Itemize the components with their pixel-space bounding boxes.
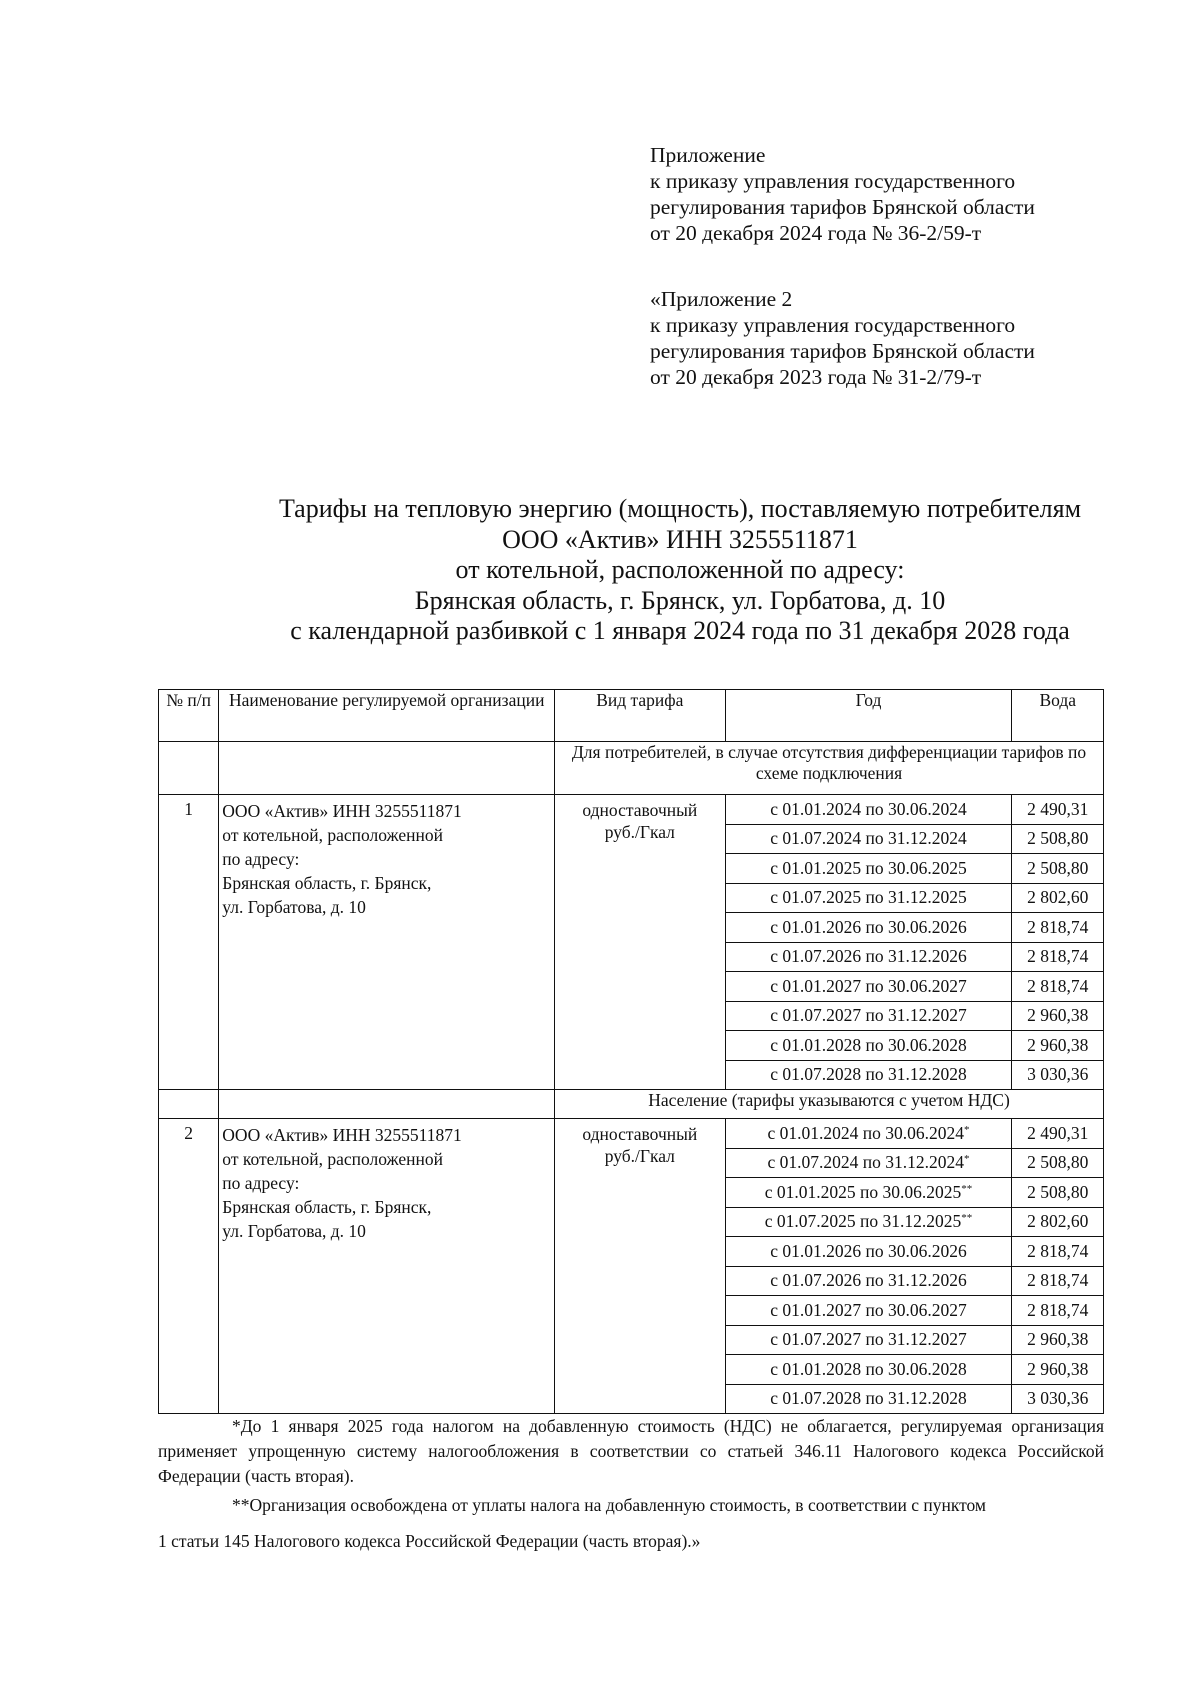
water-tariff-value: 2 508,80 bbox=[1012, 854, 1104, 884]
footnote-2-line1: **Организация освобождена от уплаты налога на добавленную стоимость, в соответствии с пунктом bbox=[232, 1495, 987, 1515]
organization-cell bbox=[219, 795, 555, 1090]
period-text: с 01.07.2027 по 31.12.2027 bbox=[770, 1005, 967, 1026]
period-text: с 01.01.2028 по 30.06.2028 bbox=[770, 1034, 967, 1055]
org-line: по адресу: bbox=[222, 849, 300, 869]
period-text: с 01.01.2027 по 30.06.2027 bbox=[770, 975, 967, 996]
footnote-mark: * bbox=[964, 1123, 970, 1136]
period-text: с 01.01.2026 по 30.06.2026 bbox=[770, 1240, 967, 1261]
water-tariff-value: 2 960,38 bbox=[1012, 1001, 1104, 1031]
row-number: 2 bbox=[159, 1119, 219, 1414]
period-text: с 01.07.2027 по 31.12.2027 bbox=[770, 1329, 967, 1350]
row-number: 1 bbox=[159, 795, 219, 1090]
appendix-line: регулирования тарифов Брянской области bbox=[650, 339, 1035, 363]
water-tariff-value: 2 508,80 bbox=[1012, 1178, 1104, 1208]
water-tariff-value: 2 960,38 bbox=[1012, 1355, 1104, 1385]
org-line: ул. Горбатова, д. 10 bbox=[222, 1221, 366, 1241]
appendix-line: от 20 декабря 2023 года № 31-2/79-т bbox=[650, 365, 982, 389]
section-subtitle-row bbox=[159, 742, 1104, 795]
table-row bbox=[159, 795, 1104, 825]
period-text: с 01.07.2026 по 31.12.2026 bbox=[770, 946, 967, 967]
org-line: ул. Горбатова, д. 10 bbox=[222, 897, 366, 917]
header-num: № п/п bbox=[159, 690, 219, 742]
period-cell bbox=[725, 795, 1012, 825]
period-text: с 01.07.2025 по 31.12.2025 bbox=[770, 887, 967, 908]
tariff-line: одноставочный bbox=[582, 1124, 698, 1144]
period-text: с 01.01.2024 по 30.06.2024 bbox=[770, 798, 967, 819]
header-tariff-type: Вид тарифа bbox=[555, 690, 725, 742]
period-text: с 01.07.2025 по 31.12.2025 bbox=[764, 1211, 962, 1232]
section-subtitle: Для потребителей, в случае отсутствия дифференциации тарифов по схеме подключения bbox=[555, 742, 1104, 795]
period-text: с 01.01.2028 по 30.06.2028 bbox=[770, 1358, 967, 1379]
title-line: от котельной, расположенной по адресу: bbox=[455, 555, 905, 584]
title-line: Тарифы на тепловую энергию (мощность), поставляемую потребителям bbox=[278, 494, 1082, 523]
period-text: с 01.07.2028 по 31.12.2028 bbox=[770, 1388, 967, 1409]
period-cell bbox=[725, 1119, 1012, 1149]
appendix-reference bbox=[650, 142, 1035, 246]
tariff-type-cell bbox=[555, 795, 725, 1090]
period-cell bbox=[725, 1325, 1012, 1355]
appendix-line: Приложение bbox=[650, 143, 766, 167]
period-cell bbox=[725, 972, 1012, 1002]
period-text: с 01.07.2024 по 31.12.2024 bbox=[767, 1152, 965, 1173]
tariff-table bbox=[158, 689, 1104, 1414]
appendix-line: к приказу управления государственного bbox=[650, 169, 1016, 193]
period-cell bbox=[725, 883, 1012, 913]
water-tariff-value: 2 508,80 bbox=[1012, 1148, 1104, 1178]
tariff-line: руб./Гкал bbox=[604, 822, 675, 842]
footnote-1: *До 1 января 2025 года налогом на добавленную стоимость (НДС) не облагается, регулируемая организация применяет упрощенную систему налогообложения в соответствии со статьей 346.11 Налогового кодекса Российской Федерации (часть вторая). bbox=[158, 1416, 1104, 1486]
tariff-line: руб./Гкал bbox=[604, 1146, 675, 1166]
tariff-line: одноставочный bbox=[582, 800, 698, 820]
water-tariff-value: 2 818,74 bbox=[1012, 972, 1104, 1002]
period-cell bbox=[725, 854, 1012, 884]
header-year: Год bbox=[725, 690, 1012, 742]
footnote-mark: ** bbox=[961, 1212, 973, 1225]
appendix-line: регулирования тарифов Брянской области bbox=[650, 195, 1035, 219]
org-line: от котельной, расположенной bbox=[222, 825, 444, 845]
period-text: с 01.07.2024 по 31.12.2024 bbox=[770, 828, 967, 849]
org-line: Брянская область, г. Брянск, bbox=[222, 873, 432, 893]
water-tariff-value: 3 030,36 bbox=[1012, 1384, 1104, 1414]
title-line: с календарной разбивкой с 1 января 2024 года по 31 декабря 2028 года bbox=[290, 616, 1070, 645]
period-cell bbox=[725, 1001, 1012, 1031]
footnote-2-line2: 1 статьи 145 Налогового кодекса Российской Федерации (часть вторая).» bbox=[158, 1531, 701, 1551]
period-cell bbox=[725, 1060, 1012, 1090]
water-tariff-value: 2 490,31 bbox=[1012, 795, 1104, 825]
period-text: с 01.07.2026 по 31.12.2026 bbox=[770, 1270, 967, 1291]
appendix-line: «Приложение 2 bbox=[650, 287, 793, 311]
header-org: Наименование регулируемой организации bbox=[219, 690, 555, 742]
table-row bbox=[159, 1119, 1104, 1149]
section-subtitle-row bbox=[159, 1090, 1104, 1119]
water-tariff-value: 2 490,31 bbox=[1012, 1119, 1104, 1149]
organization-cell bbox=[219, 1119, 555, 1414]
empty-cell bbox=[219, 1090, 555, 1119]
period-text: с 01.01.2024 по 30.06.2024 bbox=[767, 1122, 965, 1143]
section-subtitle: Население (тарифы указываются с учетом НДС) bbox=[555, 1090, 1104, 1119]
table-header-row bbox=[159, 690, 1104, 742]
water-tariff-value: 2 960,38 bbox=[1012, 1325, 1104, 1355]
empty-cell bbox=[159, 1090, 219, 1119]
water-tariff-value: 2 802,60 bbox=[1012, 883, 1104, 913]
title-line: ООО «Актив» ИНН 3255511871 bbox=[502, 524, 858, 554]
water-tariff-value: 2 818,74 bbox=[1012, 1237, 1104, 1267]
org-line: по адресу: bbox=[222, 1173, 300, 1193]
period-text: с 01.07.2028 по 31.12.2028 bbox=[770, 1064, 967, 1085]
period-cell bbox=[725, 1296, 1012, 1326]
document-title bbox=[180, 494, 1180, 647]
org-line: ООО «Актив» ИНН 3255511871 bbox=[222, 801, 462, 821]
period-cell bbox=[725, 1384, 1012, 1414]
header-water: Вода bbox=[1012, 690, 1104, 742]
period-text: с 01.01.2026 по 30.06.2026 bbox=[770, 916, 967, 937]
water-tariff-value: 2 508,80 bbox=[1012, 824, 1104, 854]
empty-cell bbox=[159, 742, 219, 795]
period-cell bbox=[725, 1031, 1012, 1061]
period-cell bbox=[725, 913, 1012, 943]
footnote-mark: * bbox=[964, 1153, 970, 1166]
period-text: с 01.01.2025 по 30.06.2025 bbox=[764, 1181, 962, 1202]
period-cell bbox=[725, 942, 1012, 972]
org-line: от котельной, расположенной bbox=[222, 1149, 444, 1169]
period-cell bbox=[725, 1355, 1012, 1385]
period-cell bbox=[725, 824, 1012, 854]
empty-cell bbox=[219, 742, 555, 795]
period-cell bbox=[725, 1266, 1012, 1296]
water-tariff-value: 2 818,74 bbox=[1012, 942, 1104, 972]
period-cell bbox=[725, 1237, 1012, 1267]
water-tariff-value: 3 030,36 bbox=[1012, 1060, 1104, 1090]
appendix-line: от 20 декабря 2024 года № 36-2/59-т bbox=[650, 221, 982, 245]
water-tariff-value: 2 802,60 bbox=[1012, 1207, 1104, 1237]
footnotes bbox=[158, 1414, 1104, 1554]
title-line: Брянская область, г. Брянск, ул. Горбатова, д. 10 bbox=[414, 585, 946, 615]
footnote-mark: ** bbox=[961, 1182, 973, 1195]
period-cell bbox=[725, 1207, 1012, 1237]
appendix-2-reference bbox=[650, 286, 1035, 390]
org-line: Брянская область, г. Брянск, bbox=[222, 1197, 432, 1217]
tariff-type-cell bbox=[555, 1119, 725, 1414]
water-tariff-value: 2 818,74 bbox=[1012, 913, 1104, 943]
org-line: ООО «Актив» ИНН 3255511871 bbox=[222, 1125, 462, 1145]
appendix-line: к приказу управления государственного bbox=[650, 313, 1016, 337]
water-tariff-value: 2 818,74 bbox=[1012, 1296, 1104, 1326]
water-tariff-value: 2 818,74 bbox=[1012, 1266, 1104, 1296]
water-tariff-value: 2 960,38 bbox=[1012, 1031, 1104, 1061]
period-text: с 01.01.2027 по 30.06.2027 bbox=[770, 1299, 967, 1320]
period-text: с 01.01.2025 по 30.06.2025 bbox=[770, 857, 967, 878]
period-cell bbox=[725, 1178, 1012, 1208]
period-cell bbox=[725, 1148, 1012, 1178]
